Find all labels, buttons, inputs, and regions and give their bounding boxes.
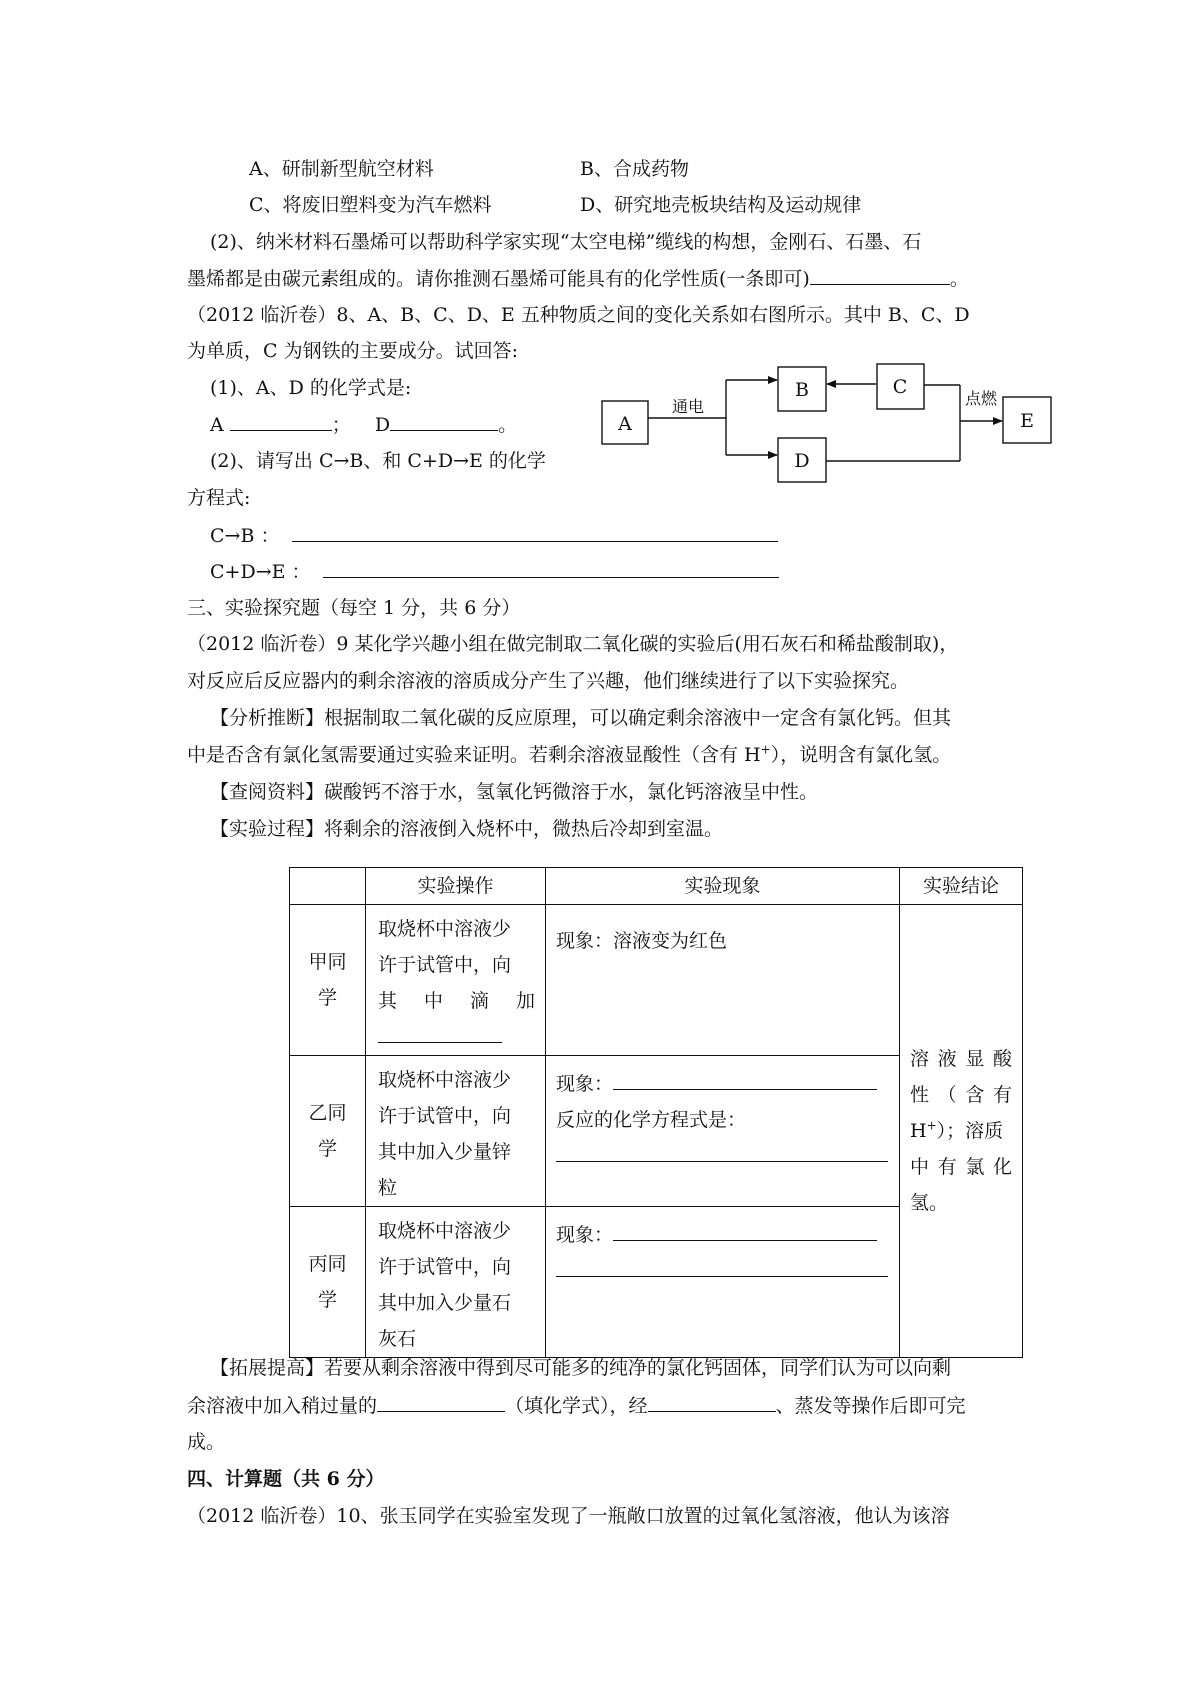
q8-answer-ad — [210, 410, 517, 439]
label-d: D — [374, 414, 391, 436]
conclusion-cell — [900, 905, 1023, 1358]
operation-line — [378, 1019, 535, 1055]
conclusion-line: 中 有 氯 化 — [910, 1156, 1012, 1178]
table-row — [290, 905, 1023, 1056]
phenomenon-line — [556, 1066, 889, 1102]
phenomenon-line — [556, 1217, 889, 1253]
section4-heading: 四、计算题（共 6 分） — [187, 1468, 385, 1490]
q7-period: 。 — [949, 268, 969, 290]
q8-sub1: (1)、A、D 的化学式是: — [210, 377, 412, 399]
extension-text-b: （填化学式），经 — [505, 1395, 648, 1417]
cde-equation-blank[interactable] — [323, 557, 779, 578]
option-a: A、研制新型航空材料 — [249, 158, 434, 180]
box-c-label: C — [892, 376, 908, 398]
q8-sub2-line2: 方程式: — [187, 487, 251, 509]
operation-line: 取烧杯中溶液少 — [378, 1069, 512, 1091]
student-name-l2: 学 — [317, 1138, 337, 1160]
reaction-diagram — [590, 352, 1060, 492]
conclusion-line — [910, 1113, 1012, 1149]
label-a: A — [210, 414, 224, 436]
electrolysis-label: 通电 — [672, 397, 705, 416]
experiment-table — [289, 867, 1023, 1358]
operation-line: 许于试管中，向 — [378, 954, 512, 976]
phenomenon-line — [556, 1253, 889, 1289]
q7-part2-line1: (2)、纳米材料石墨烯可以帮助科学家实现“太空电梯”缆线的构想，金刚石、石墨、石 — [210, 231, 922, 253]
phenomenon-cell — [546, 1056, 900, 1207]
box-a-label: A — [618, 413, 632, 435]
phenomenon-blank[interactable] — [613, 1220, 877, 1241]
extension-line3: 成。 — [187, 1431, 226, 1453]
operation-line: 其中加入少量石 — [378, 1292, 512, 1314]
phenomenon-blank[interactable] — [613, 1069, 877, 1090]
operation-cell — [366, 905, 546, 1056]
h-plus-sup: + — [760, 742, 771, 757]
phenomenon-label: 现象： — [556, 1073, 614, 1095]
box-e-label: E — [1020, 410, 1034, 432]
cde-equation-line — [210, 557, 779, 586]
phenomenon-cell — [546, 1207, 900, 1358]
equation-blank[interactable] — [556, 1141, 888, 1162]
cb-label: C→B ： — [210, 525, 280, 547]
operation-line: 取烧杯中溶液少 — [378, 1220, 512, 1242]
student-name-l1: 甲同 — [308, 951, 347, 973]
phenomenon-blank[interactable] — [556, 1256, 888, 1277]
student-name-l2: 学 — [317, 987, 337, 1009]
operation-line: 其 中 滴 加 — [378, 990, 535, 1012]
q7-part2-text: 墨烯都是由碳元素组成的。请你推测石墨烯可能具有的化学性质(一条即可) — [187, 268, 810, 290]
operation-line: 许于试管中，向 — [378, 1105, 512, 1127]
conclusion-h-rest: ）；溶质 — [936, 1120, 1004, 1142]
header-blank — [290, 868, 366, 905]
analysis-line2 — [187, 741, 951, 769]
student-name-l1: 丙同 — [308, 1253, 347, 1275]
extension-text-c: 、蒸发等操作后即可完 — [775, 1395, 966, 1417]
operation-blank[interactable] — [648, 1391, 776, 1412]
q9-line2: 对反应后反应器内的剩余溶液的溶质成分产生了兴趣，他们继续进行了以下实验探究。 — [187, 670, 910, 692]
formula-blank[interactable] — [377, 1391, 505, 1412]
process-line: 【实验过程】将剩余的溶液倒入烧杯中，微热后冷却到室温。 — [210, 818, 724, 840]
header-conclusion: 实验结论 — [900, 868, 1023, 905]
q8-sub2-line1: (2)、请写出 C→B、和 C+D→E 的化学 — [210, 450, 546, 472]
header-phenomenon: 实验现象 — [546, 868, 900, 905]
phenomenon-cell — [546, 905, 900, 1056]
cb-equation-blank[interactable] — [292, 521, 778, 542]
phenomenon-label: 现象： — [556, 1224, 614, 1246]
operation-line: 取烧杯中溶液少 — [378, 918, 512, 940]
separator: ； — [331, 414, 351, 436]
lookup-line: 【查阅资料】碳酸钙不溶于水，氢氧化钙微溶于水，氯化钙溶液呈中性。 — [210, 781, 819, 803]
student-cell — [290, 905, 366, 1056]
conclusion-line: 性 （ 含 有 — [910, 1084, 1012, 1106]
d-formula-blank[interactable] — [390, 410, 498, 431]
cb-equation-line — [210, 521, 778, 550]
q10-line1: （2012 临沂卷）10、张玉同学在实验室发现了一瓶敞口放置的过氧化氢溶液，他认为该溶 — [187, 1505, 950, 1527]
operation-line: 其中加入少量锌 — [378, 1141, 512, 1163]
operation-cell — [366, 1207, 546, 1358]
equation-label-line: 反应的化学方程式是： — [556, 1109, 747, 1131]
conclusion-line: 溶 液 显 酸 — [910, 1048, 1012, 1070]
operation-line: 许于试管中，向 — [378, 1256, 512, 1278]
header-operation: 实验操作 — [366, 868, 546, 905]
option-b: B、合成药物 — [580, 158, 689, 180]
extension-text-a: 余溶液中加入稍过量的 — [187, 1395, 378, 1417]
extension-line1: 【拓展提高】若要从剩余溶液中得到尽可能多的纯净的氯化钙固体，同学们认为可以向剩 — [210, 1357, 952, 1379]
cde-label: C+D→E ： — [210, 561, 311, 583]
conclusion-h: H — [910, 1120, 927, 1142]
phenomenon-line: 现象：溶液变为红色 — [556, 930, 728, 952]
table-header-row — [290, 868, 1023, 905]
ignite-label: 点燃 — [965, 389, 998, 408]
extension-line2 — [187, 1391, 966, 1420]
student-name-l2: 学 — [317, 1289, 337, 1311]
operation-line: 灰石 — [378, 1328, 417, 1350]
student-cell — [290, 1056, 366, 1207]
operation-cell — [366, 1056, 546, 1207]
operation-line: 粒 — [378, 1177, 398, 1199]
equation-blank-line — [556, 1138, 889, 1174]
q9-line1: （2012 临沂卷）9 某化学兴趣小组在做完制取二氧化碳的实验后(用石灰石和稀盐酸制取)， — [187, 633, 959, 655]
q7-answer-blank[interactable] — [810, 264, 950, 285]
box-b-label: B — [795, 379, 809, 401]
analysis-text-a: 中是否含有氯化氢需要通过实验来证明。若剩余溶液显酸性（含有 H — [187, 744, 761, 766]
q8-line2: 为单质，C 为钢铁的主要成分。试回答: — [187, 340, 518, 362]
analysis-text-b: ），说明含有氯化氢。 — [770, 744, 952, 766]
conclusion-sup: + — [926, 1118, 937, 1133]
student-name-l1: 乙同 — [308, 1102, 347, 1124]
option-d: D、研究地壳板块结构及运动规律 — [580, 194, 862, 216]
student-cell — [290, 1207, 366, 1358]
reagent-blank[interactable] — [378, 1022, 502, 1043]
option-c: C、将废旧塑料变为汽车燃料 — [249, 194, 492, 216]
box-d-label: D — [794, 450, 810, 472]
q8-period: 。 — [498, 414, 518, 436]
q8-line1: （2012 临沂卷）8、A、B、C、D、E 五种物质之间的变化关系如右图所示。其中 B、C、D — [187, 304, 970, 326]
section3-heading: 三、实验探究题（每空 1 分，共 6 分） — [187, 597, 521, 619]
conclusion-line: 氢。 — [910, 1192, 949, 1214]
a-formula-blank[interactable] — [230, 410, 332, 431]
q7-part2-line2 — [187, 264, 969, 293]
analysis-line1: 【分析推断】根据制取二氧化碳的反应原理，可以确定剩余溶液中一定含有氯化钙。但其 — [210, 707, 952, 729]
